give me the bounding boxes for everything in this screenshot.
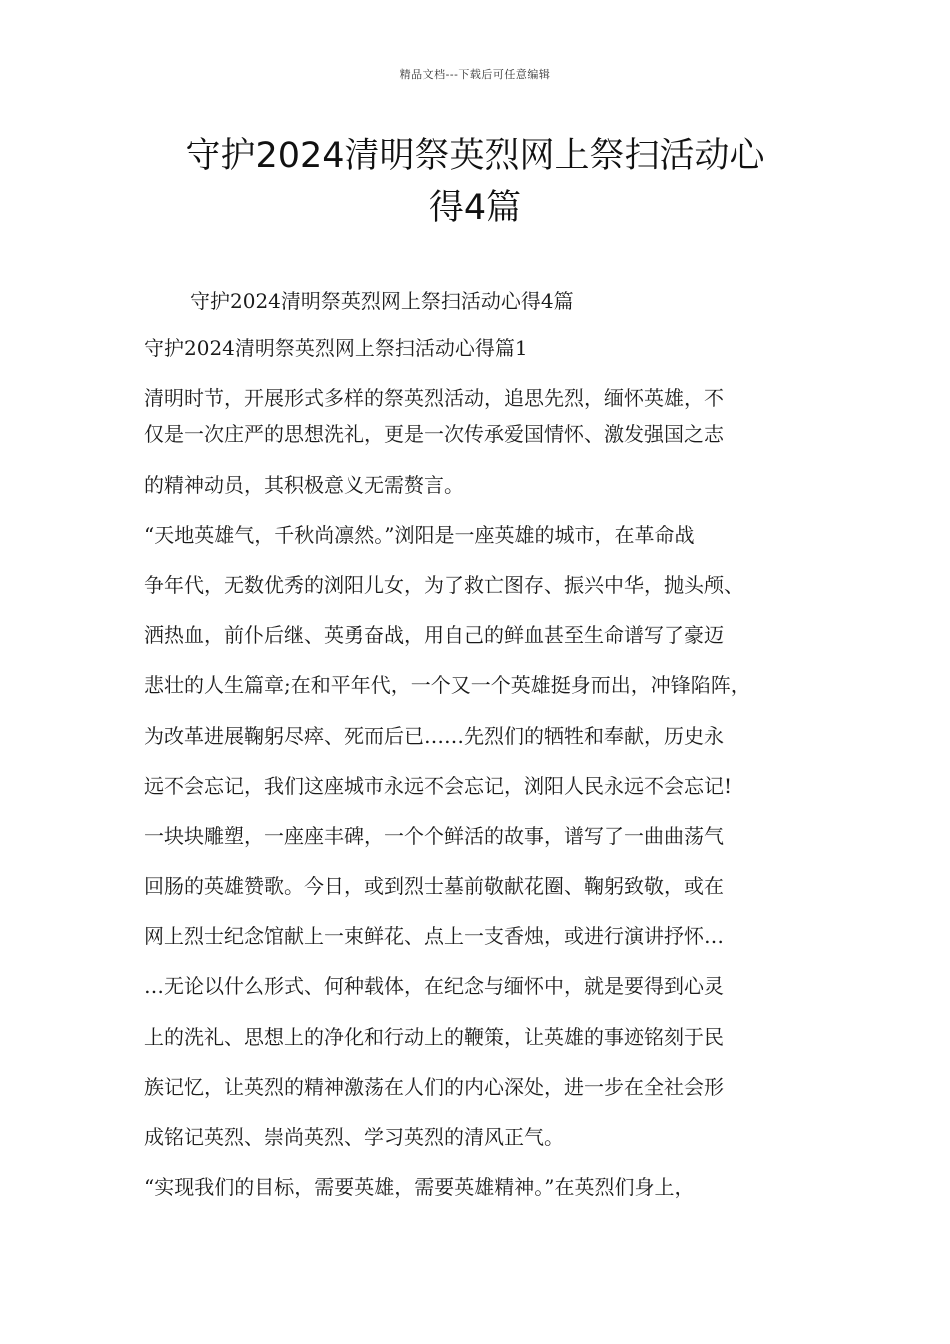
paragraph-line: 远不会忘记，我们这座城市永远不会忘记，浏阳人民永远不会忘记! <box>144 773 733 798</box>
paragraph-line: “实现我们的目标，需要英雄，需要英雄精神。”在英烈们身上， <box>144 1175 695 1200</box>
paragraph-line: “天地英雄气，千秋尚凛然。”浏阳是一座英雄的城市，在革命战 <box>144 522 695 547</box>
paragraph-line: 洒热血，前仆后继、英勇奋战，用自己的鲜血甚至生命谱写了豪迈 <box>144 623 724 648</box>
paragraph-line: 清明时节，开展形式多样的祭英烈活动，追思先烈，缅怀英雄，不 <box>144 385 724 410</box>
document-body <box>144 283 834 1206</box>
paragraph-line: …无论以什么形式、何种载体，在纪念与缅怀中，就是要得到心灵 <box>144 974 724 999</box>
intro-heading: 守护2024清明祭英烈网上祭扫活动心得4篇 <box>190 289 574 313</box>
paragraph-line: 为改革进展鞠躬尽瘁、死而后已……先烈们的牺牲和奉献，历史永 <box>144 723 724 748</box>
paragraph-line: 一块块雕塑，一座座丰碑，一个个鲜活的故事，谱写了一曲曲荡气 <box>144 823 724 848</box>
paragraph-line: 仅是一次庄严的思想洗礼，更是一次传承爱国情怀、激发强国之志 <box>144 422 724 447</box>
paragraph-line: 网上烈士纪念馆献上一束鲜花、点上一支香烛，或进行演讲抒怀… <box>144 924 724 949</box>
paragraph-line: 成铭记英烈、崇尚英烈、学习英烈的清风正气。 <box>144 1125 564 1149</box>
paragraph-line: 悲壮的人生篇章;在和平年代，一个又一个英雄挺身而出，冲锋陷阵， <box>144 673 751 698</box>
paragraph-line: 族记忆，让英烈的精神激荡在人们的内心深处，进一步在全社会形 <box>144 1074 724 1099</box>
paragraph-line: 上的洗礼、思想上的净化和行动上的鞭策，让英雄的事迹铭刻于民 <box>144 1024 724 1049</box>
title-line-2: 得4篇 <box>428 188 522 228</box>
header-note: 精品文档---下载后可任意编辑 <box>399 68 551 81</box>
document-title <box>140 130 810 234</box>
paragraph-line: 的精神动员，其积极意义无需赘言。 <box>144 472 464 497</box>
paragraph-line: 回肠的英雄赞歌。今日，或到烈士墓前敬献花圈、鞠躬致敬，或在 <box>144 874 724 899</box>
paragraph-line: 争年代，无数优秀的浏阳儿女，为了救亡图存、振兴中华，抛头颅、 <box>144 572 744 597</box>
section-heading: 守护2024清明祭英烈网上祭扫活动心得篇1 <box>144 335 528 360</box>
title-line-1: 守护2024清明祭英烈网上祭扫活动心 <box>185 136 765 176</box>
